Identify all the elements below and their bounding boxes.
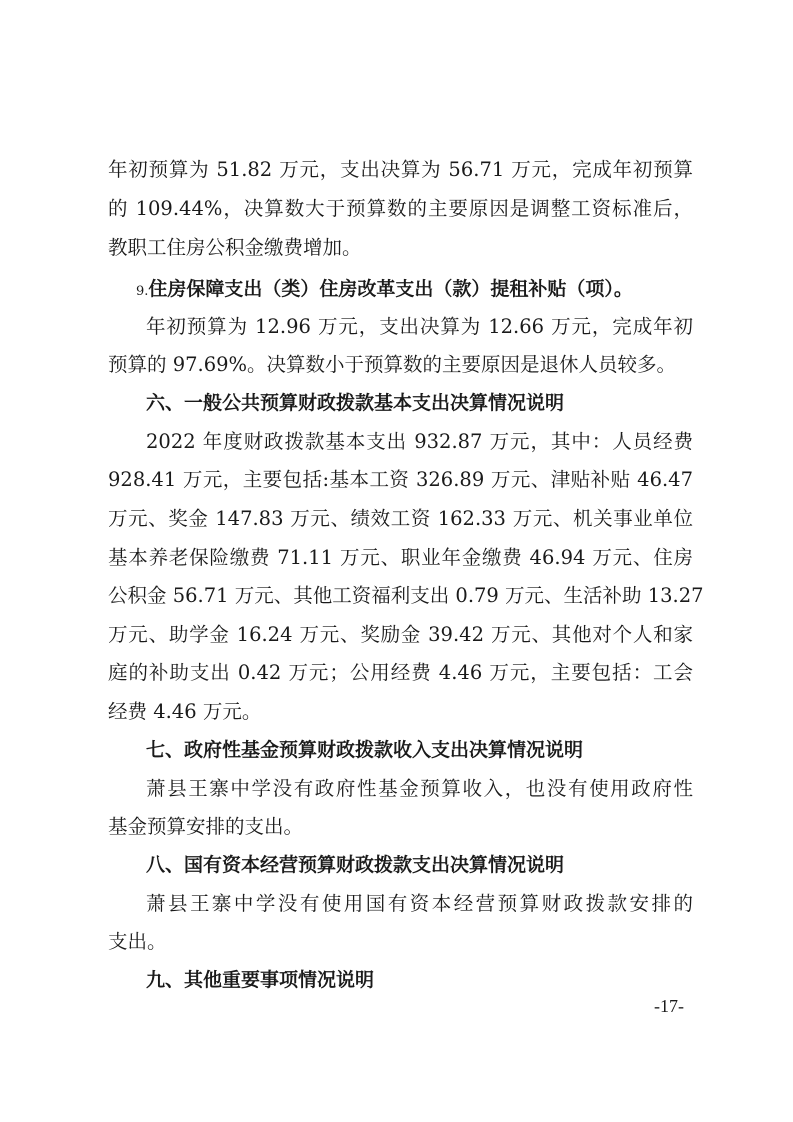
item-heading-text: 住房保障支出（类）住房改革支出（款）提租补贴（项）。 (148, 278, 633, 300)
body-text-line: 基本养老保险缴费 71.11 万元、职业年金缴费 46.94 万元、住房 (108, 546, 693, 569)
section-heading: 六、一般公共预算财政拨款基本支出决算情况说明 (146, 392, 565, 414)
body-text-line: 教职工住房公积金缴费增加。 (108, 236, 362, 259)
body-text-line: 928.41 万元，主要包括:基本工资 326.89 万元、津贴补贴 46.47 (108, 468, 693, 491)
body-text-line: 的 109.44%，决算数大于预算数的主要原因是调整工资标准后， (108, 197, 693, 220)
page-number: -17- (654, 996, 684, 1016)
item-heading (136, 277, 633, 304)
body-text-line: 支出。 (108, 930, 167, 953)
item-number: 9. (136, 284, 149, 299)
section-heading: 七、政府性基金预算财政拨款收入支出决算情况说明 (146, 739, 584, 761)
body-text-line: 萧县王寨中学没有政府性基金预算收入，也没有使用政府性 (146, 777, 693, 800)
body-text-line: 预算的 97.69%。决算数小于预算数的主要原因是退休人员较多。 (108, 353, 677, 376)
body-text-line: 萧县王寨中学没有使用国有资本经营预算财政拨款安排的 (146, 892, 693, 915)
section-heading: 八、国有资本经营预算财政拨款支出决算情况说明 (146, 854, 565, 876)
body-text-line: 公积金 56.71 万元、其他工资福利支出 0.79 万元、生活补助 13.27 (108, 584, 704, 607)
body-text-line: 经费 4.46 万元。 (108, 700, 262, 723)
section-heading: 九、其他重要事项情况说明 (146, 969, 375, 991)
body-text-line: 2022 年度财政拨款基本支出 932.87 万元，其中：人员经费 (146, 430, 693, 453)
body-text-line: 年初预算为 12.96 万元，支出决算为 12.66 万元，完成年初 (146, 315, 693, 338)
body-text-line: 万元、奖金 147.83 万元、绩效工资 162.33 万元、机关事业单位 (108, 507, 693, 530)
body-text-line: 基金预算安排的支出。 (108, 815, 304, 838)
body-text-line: 年初预算为 51.82 万元，支出决算为 56.71 万元，完成年初预算 (108, 158, 693, 181)
body-text-line: 万元、助学金 16.24 万元、奖励金 39.42 万元、其他对个人和家 (108, 623, 693, 646)
body-text-line: 庭的补助支出 0.42 万元；公用经费 4.46 万元，主要包括：工会 (108, 661, 693, 684)
